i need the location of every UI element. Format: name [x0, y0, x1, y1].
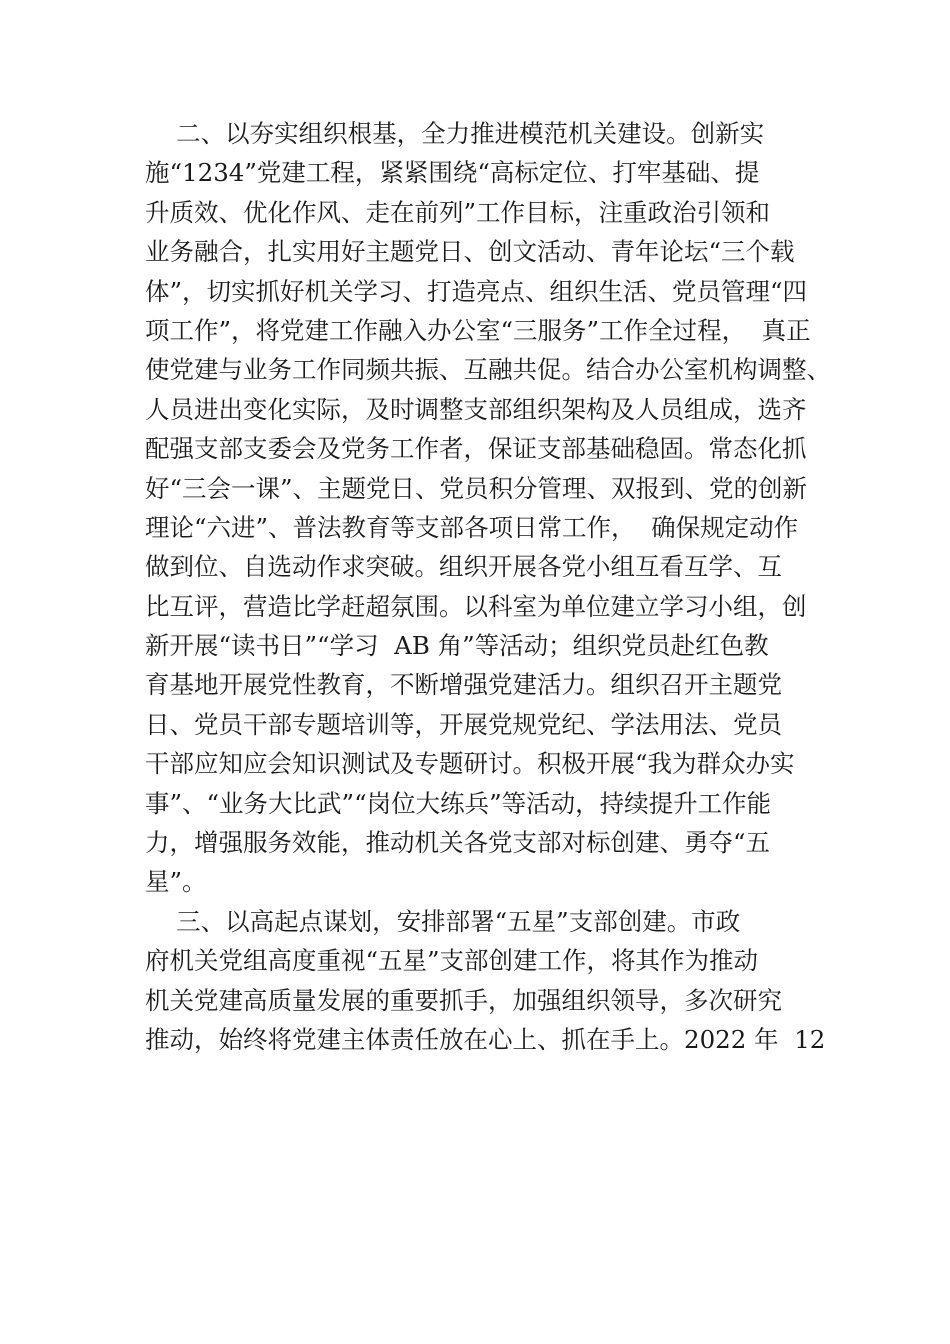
text-line: 干部应知应会知识测试及专题研讨。积极开展“我为群众办实 [145, 749, 795, 779]
text-line: 二、以夯实组织根基，全力推进模范机关建设。创新实 [145, 119, 765, 148]
body-text [145, 114, 845, 1059]
text-line: 三、以高起点谋划，安排部署“五星”支部创建。市政 [145, 906, 741, 936]
text-line: 人员进出变化实际，及时调整支部组织架构及人员组成，选齐 [145, 394, 807, 424]
text-line: 新开展“读书日”“学习 AB 角”等活动；组织党员赴红色教 [145, 631, 769, 661]
text-line: 日、党员干部专题培训等，开展党规党纪、学法用法、党员 [145, 709, 782, 739]
text-line: 配强支部支委会及党务工作者，保证支部基础稳固。常态化抓 [145, 434, 807, 464]
text-line: 机关党建高质量发展的重要抓手，加强组织领导，多次研究 [145, 985, 782, 1015]
text-line: 力，增强服务效能，推动机关各党支部对标创建、勇夺“五 [145, 828, 771, 858]
text-line: 业务融合，扎实用好主题党日、创文活动、青年论坛“三个载 [145, 237, 795, 267]
text-line: 使党建与业务工作同频共振、互融共促。结合办公室机构调整、 [145, 355, 831, 385]
text-line: 育基地开展党性教育，不断增强党建活力。组织召开主题党 [145, 670, 782, 700]
text-line: 比互评，营造比学赶超氛围。以科室为单位建立学习小组，创 [145, 591, 807, 621]
text-line: 施“1234”党建工程，紧紧围绕“高标定位、打牢基础、提 [145, 158, 760, 188]
text-line: 府机关党组高度重视“五星”支部创建工作，将其作为推动 [145, 946, 759, 976]
text-line: 项工作”，将党建工作融入办公室“三服务”工作全过程， 真正 [145, 315, 811, 345]
text-line: 理论“六进”、普法教育等支部各项日常工作， 确保规定动作 [145, 512, 799, 542]
text-line: 事”、“业务大比武”“岗位大练兵”等活动，持续提升工作能 [145, 788, 772, 818]
text-line: 体”，切实抓好机关学习、打造亮点、组织生活、党员管理“四 [145, 276, 808, 306]
text-line: 做到位、自选动作求突破。组织开展各党小组互看互学、互 [145, 552, 782, 582]
text-line: 星”。 [145, 867, 207, 897]
text-line: 升质效、优化作风、走在前列”工作目标，注重政治引领和 [145, 197, 771, 227]
text-line: 推动，始终将党建主体责任放在心上、抓在手上。2022 年 12 [145, 1024, 826, 1054]
text-line: 好“三会一课”、主题党日、党员积分管理、双报到、党的创新 [145, 473, 808, 503]
